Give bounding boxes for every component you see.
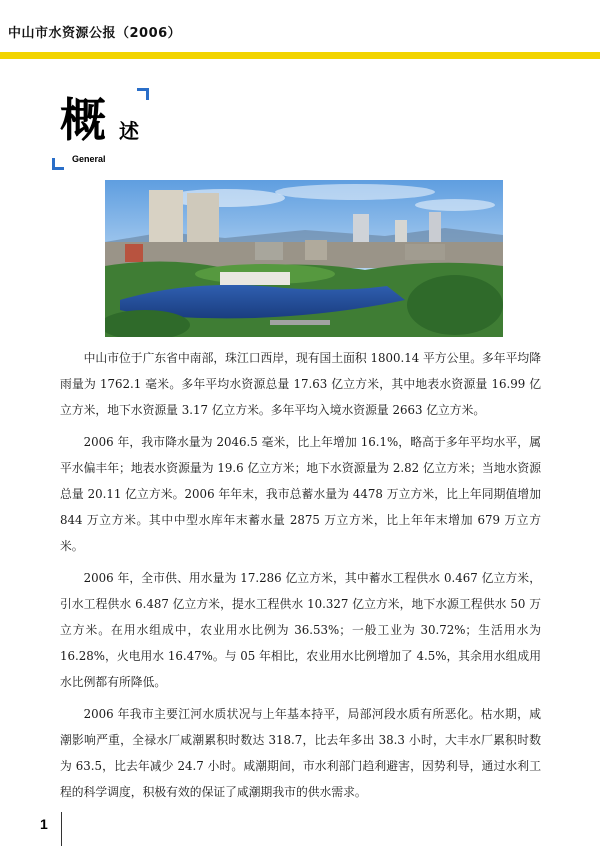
paragraph-water-supply: 2006 年，全市供、用水量为 17.286 亿立方米，其中蓄水工程供水 0.467 亿立方米，引水工程供水 6.487 亿立方米，提水工程供水 10.327 亿立方米，地下水源工程供水 50 万立方米。在用水组成中，农业用水比例为 36.53%；一般工业为 30.72%；生活用水为 16.28%，火电用水 16.47%。与 05 年相比，农业用水比例增加了 4.5%，其余用水组成用水比例都有所降低。 [60,571,541,689]
page-number-divider [61,812,62,846]
section-title-large: 概 [60,93,106,147]
section-title-small: 述 [119,119,139,143]
corner-bracket-top-right [137,88,149,100]
corner-bracket-bottom-left [52,158,64,170]
article-body [60,345,541,811]
paragraph-rainfall-storage: 2006 年，我市降水量为 2046.5 毫米，比上年增加 16.1%，略高于多年平均水平，属平水偏丰年；地表水资源量为 19.6 亿立方米；地下水资源量为 2.82 亿立方米；当地水资源总量 20.11 亿立方米。2006 年年末，我市总蓄水量为 4478 万立方米，比上年同期值增加 844 万立方米。其中中型水库年末蓄水量 2875 万立方米，比上年年末增加 679 万立方米。 [60,435,541,553]
section-title-english: General [72,154,106,164]
header-title: 中山市水资源公报（2006） [8,26,182,41]
city-landscape-photo [105,180,503,337]
paragraph-overview: 中山市位于广东省中南部，珠江口西岸，现有国土面积 1800.14 平方公里。多年平均降雨量为 1762.1 毫米。多年平均水资源总量 17.63 亿立方米，其中地表水资源量 16.99 亿立方米，地下水资源量 3.17 亿立方米。多年平均入境水资源量 2663 亿立方米。 [60,351,541,417]
paragraph-water-quality: 2006 年我市主要江河水质状况与上年基本持平，局部河段水质有所恶化。枯水期，咸潮影响严重，全禄水厂咸潮累积时数达 318.7，比去年多出 38.3 小时，大丰水厂累积时数为 63.5，比去年减少 24.7 小时。咸潮期间，市水利部门趋利避害，因势利导，通过水利工程的科学调度，积极有效的保证了咸潮期我市的供水需求。 [60,707,541,799]
header-accent-bar [0,52,600,59]
page-number: 1 [40,816,48,832]
